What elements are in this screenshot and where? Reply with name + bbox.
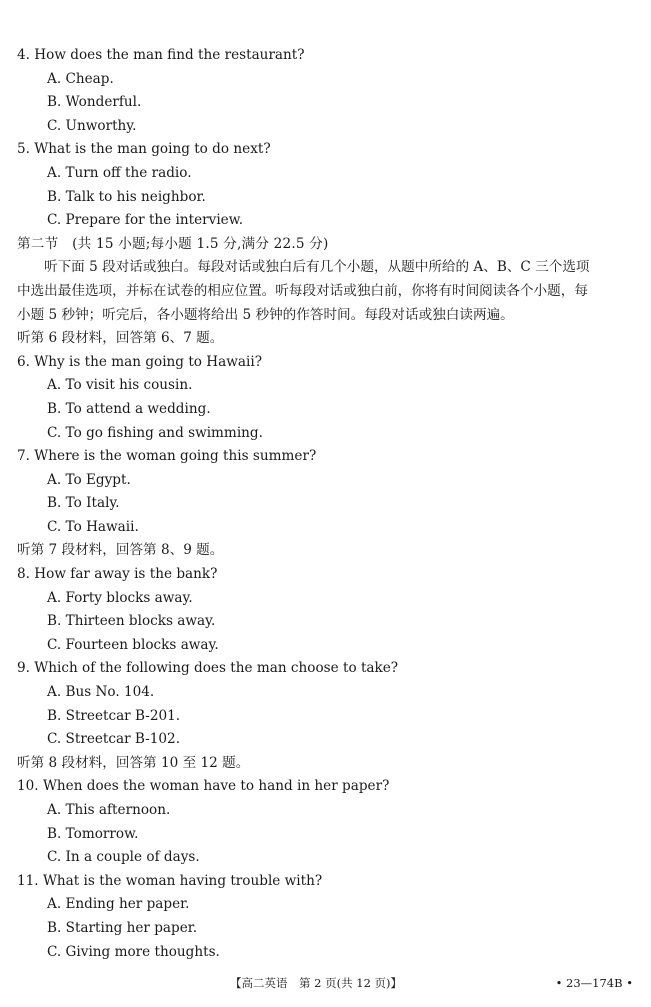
answer-option: A. Cheap. — [47, 70, 114, 87]
answer-option: C. To Hawaii. — [47, 518, 139, 535]
question-line: 听第 6 段材料，回答第 6、7 题。 — [17, 330, 224, 347]
answer-option: C. Giving more thoughts. — [47, 943, 220, 960]
answer-option: A. Turn off the radio. — [47, 164, 192, 181]
footer-page-info: 【高二英语 第 2 页(共 12 页)】 — [230, 976, 403, 990]
answer-option: A. This afternoon. — [47, 802, 171, 818]
answer-option: C. Streetcar B-102. — [47, 731, 181, 748]
question-line: 听第 8 段材料，回答第 10 至 12 题。 — [17, 754, 250, 771]
answer-option: B. Talk to his neighbor. — [47, 188, 206, 205]
answer-option: C. In a couple of days. — [47, 849, 200, 866]
page-footer — [0, 973, 651, 993]
question-line: 11. What is the woman having trouble with? — [17, 872, 323, 889]
answer-option: C. To go fishing and swimming. — [47, 424, 263, 441]
section-heading: 第二节 (共 15 小题;每小题 1.5 分,满分 22.5 分) — [17, 235, 329, 252]
answer-option: B. To Italy. — [47, 495, 120, 512]
question-line: 小题 5 秒钟；听完后，各小题将给出 5 秒钟的作答时间。每段对话或独白读两遍。 — [17, 306, 514, 323]
question-line: 听第 7 段材料，回答第 8、9 题。 — [17, 542, 224, 559]
answer-option: B. Thirteen blocks away. — [47, 613, 216, 630]
answer-option: A. To visit his cousin. — [47, 377, 193, 394]
question-line: 7. Where is the woman going this summer? — [17, 448, 317, 465]
answer-option: A. Forty blocks away. — [47, 589, 193, 606]
answer-option: B. Starting her paper. — [47, 919, 198, 936]
question-line: 10. When does the woman have to hand in her paper? — [17, 778, 390, 795]
answer-option: C. Prepare for the interview. — [47, 212, 244, 229]
question-line: 8. How far away is the bank? — [17, 566, 218, 583]
question-line: 5. What is the man going to do next? — [17, 141, 271, 158]
answer-option: B. Streetcar B-201. — [47, 707, 181, 724]
answer-option: A. Ending her paper. — [47, 896, 190, 913]
answer-option: B. Wonderful. — [47, 94, 142, 111]
answer-option: C. Fourteen blocks away. — [47, 636, 219, 653]
answer-option: A. Bus No. 104. — [47, 684, 155, 701]
question-line: 中选出最佳选项，并标在试卷的相应位置。听每段对话或独白前，你将有时间阅读各个小题，每 — [17, 282, 588, 299]
answer-option: B. To attend a wedding. — [47, 400, 211, 417]
instruction-line: 听下面 5 段对话或独白。每段对话或独白后有几个小题，从题中所给的 A、B、C 三个选项 — [44, 259, 590, 276]
question-line: 6. Why is the man going to Hawaii? — [17, 353, 262, 370]
question-list — [17, 44, 639, 964]
answer-option: A. To Egypt. — [47, 471, 131, 488]
footer-code: • 23—174B • — [555, 976, 633, 990]
answer-option: C. Unworthy. — [47, 117, 137, 134]
question-line: 4. How does the man find the restaurant? — [17, 47, 305, 63]
question-line: 9. Which of the following does the man choose to take? — [17, 660, 399, 677]
answer-option: B. Tomorrow. — [47, 825, 139, 842]
